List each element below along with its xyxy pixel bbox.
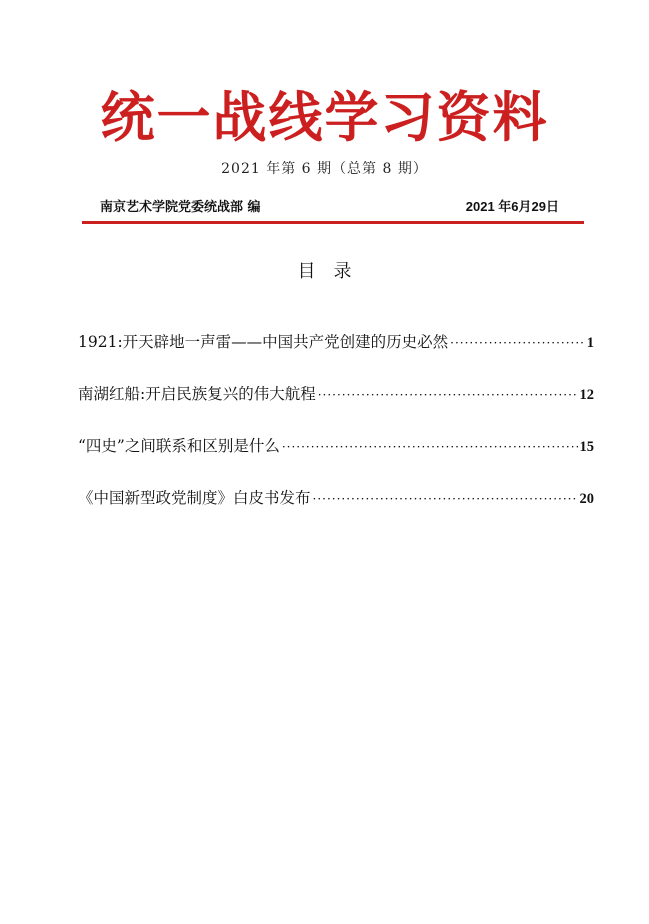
toc-entry-page: 15 [579, 439, 594, 455]
toc-entry[interactable] [78, 434, 594, 486]
table-of-contents [78, 330, 594, 538]
toc-entry-page: 20 [579, 491, 594, 507]
issue-number: 2021 年第 6 期（总第 8 期） [221, 161, 428, 177]
publish-date: 2021 年6月29日 [465, 199, 559, 214]
toc-leader-dots [282, 440, 578, 454]
toc-entry[interactable] [78, 330, 594, 382]
toc-entry-title: “四史”之间联系和区别是什么 [78, 437, 280, 455]
toc-entry-title: 《中国新型政党制度》白皮书发布 [78, 489, 311, 507]
toc-entry-title: 南湖红船:开启民族复兴的伟大航程 [78, 385, 316, 403]
editor-department: 南京艺术学院党委统战部 编 [100, 200, 261, 215]
document-title: 统一战线学习资料 [100, 85, 549, 149]
toc-leader-dots [450, 336, 585, 350]
header-divider [82, 221, 584, 224]
toc-heading: 目录 [297, 261, 370, 282]
toc-entry-page: 1 [586, 335, 594, 351]
toc-entry-title: 1921:开天辟地一声雷——中国共产党创建的历史必然 [78, 333, 449, 351]
toc-leader-dots [313, 492, 578, 506]
toc-entry[interactable] [78, 382, 594, 434]
toc-entry-page: 12 [579, 387, 594, 403]
toc-entry[interactable] [78, 486, 594, 538]
toc-leader-dots [318, 388, 578, 402]
